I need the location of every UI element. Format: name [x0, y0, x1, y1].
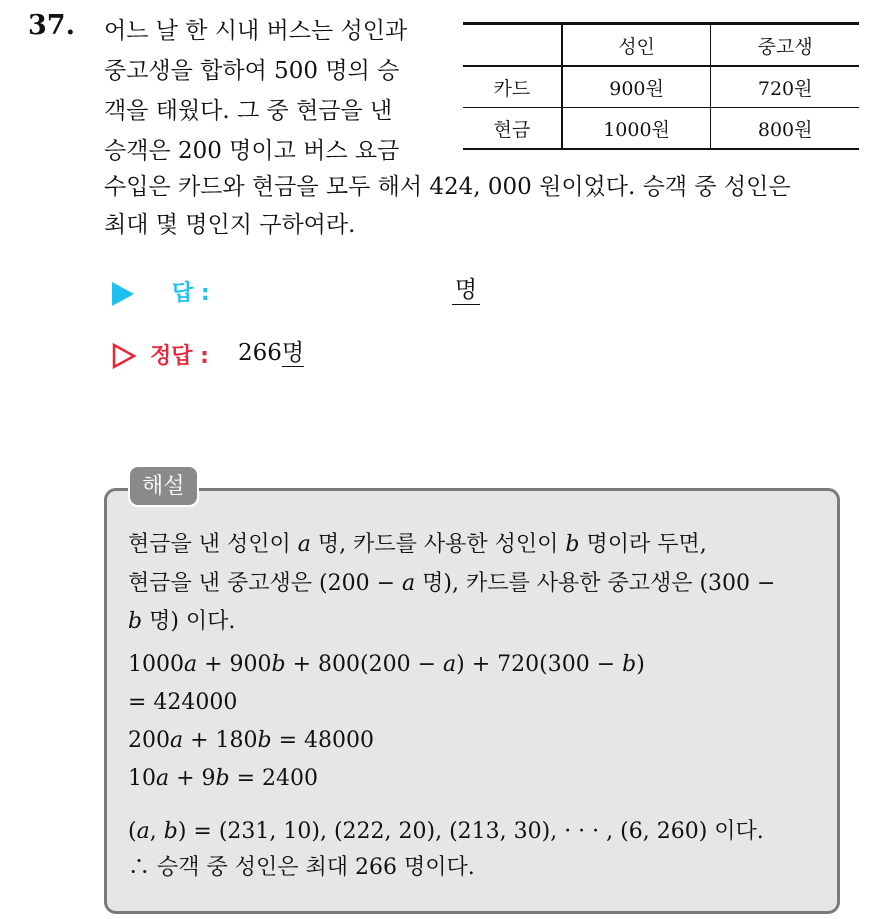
eq-text: 10 [128, 766, 156, 791]
table-header-cell: 중고생 [711, 24, 859, 67]
explanation-tag: 해설 [128, 465, 199, 507]
variable-b: b [128, 609, 143, 634]
expl-text: 명), 카드를 사용한 중고생은 (300 − [415, 571, 776, 596]
explanation-line-2 [128, 566, 775, 597]
answer-row [112, 272, 512, 312]
table-cell: 800원 [711, 108, 859, 150]
play-triangle-icon [112, 282, 134, 306]
variable-b: b [257, 728, 272, 753]
table-cell: 카드 [493, 77, 531, 100]
table-cell: 720원 [711, 66, 859, 108]
solution-line [128, 814, 764, 845]
explanation-line-1 [128, 527, 707, 558]
table-header-row [463, 24, 859, 67]
eq-text: ) + 720(300 − [456, 652, 623, 677]
variable-b: b [215, 766, 230, 791]
question-line-6: 최대 몇 명인지 구하여라. [104, 212, 356, 238]
table-header-cell [463, 24, 562, 67]
expl-text: 명이라 두면, [579, 532, 707, 557]
answer-unit: 명 [452, 276, 480, 305]
explanation-line-3 [128, 604, 235, 635]
eq-text: 1000 [128, 652, 184, 677]
question-line-4: 승객은 200 명이고 버스 요금 [104, 138, 400, 164]
eq-text: + 800(200 − [285, 652, 444, 677]
variable-b: b [163, 819, 178, 844]
variable-a: a [170, 728, 184, 753]
conclusion-line: ∴ 승객 중 성인은 최대 266 명이다. [128, 855, 475, 880]
table-cell: 현금 [463, 108, 562, 150]
eq-text: ) [636, 652, 645, 677]
equation-line-2: = 424000 [128, 690, 238, 715]
variable-a: a [443, 652, 457, 677]
variable-a: a [184, 652, 198, 677]
eq-text: = 48000 [271, 728, 375, 753]
expl-text: 명) 이다. [142, 609, 236, 634]
table-row [463, 108, 859, 150]
correct-answer-row [112, 335, 512, 375]
eq-text: 200 [128, 728, 170, 753]
answer-label: 답 : [172, 281, 210, 306]
eq-text: = 2400 [229, 766, 319, 791]
expl-text: 명, 카드를 사용한 성인이 [310, 532, 566, 557]
fare-table [463, 22, 859, 150]
eq-text: + 9 [169, 766, 216, 791]
eq-text: , [149, 819, 164, 844]
eq-text: ( [128, 819, 137, 844]
correct-answer-label: 정답 : [150, 344, 209, 369]
table-cell: 1000원 [562, 108, 711, 150]
expl-text: 현금을 낸 성인이 [128, 532, 298, 557]
correct-answer-value [238, 339, 304, 367]
variable-a: a [297, 532, 311, 557]
eq-text: + 180 [183, 728, 258, 753]
variable-a: a [402, 571, 416, 596]
variable-a: a [156, 766, 170, 791]
eq-text: + 900 [197, 652, 272, 677]
variable-b: b [271, 652, 286, 677]
variable-a: a [136, 819, 150, 844]
question-line-3: 객을 태웠다. 그 중 현금을 낸 [104, 98, 393, 124]
variable-b: b [565, 532, 580, 557]
table-cell: 900원 [562, 66, 711, 108]
table-row [463, 66, 859, 108]
question-line-1: 어느 날 한 시내 버스는 성인과 [104, 18, 408, 44]
correct-answer-number: 266 [238, 340, 282, 366]
equation-line-4 [128, 766, 318, 791]
equation-line-1 [128, 652, 645, 677]
question-line-2: 중고생을 합하여 500 명의 승 [104, 58, 400, 84]
outline-triangle-icon [112, 343, 136, 369]
eq-text: ) = (231, 10), (222, 20), (213, 30), · · · , (6, 260) 이다. [177, 819, 764, 844]
question-line-5: 수입은 카드와 현금을 모두 해서 424, 000 원이었다. 승객 중 성인은 [104, 174, 791, 200]
equation-line-3 [128, 728, 374, 753]
table-header-cell: 성인 [562, 24, 711, 67]
question-number: 37. [28, 10, 75, 41]
correct-answer-unit: 명 [281, 340, 305, 366]
variable-b: b [622, 652, 637, 677]
expl-text: 현금을 낸 중고생은 (200 − [128, 571, 402, 596]
